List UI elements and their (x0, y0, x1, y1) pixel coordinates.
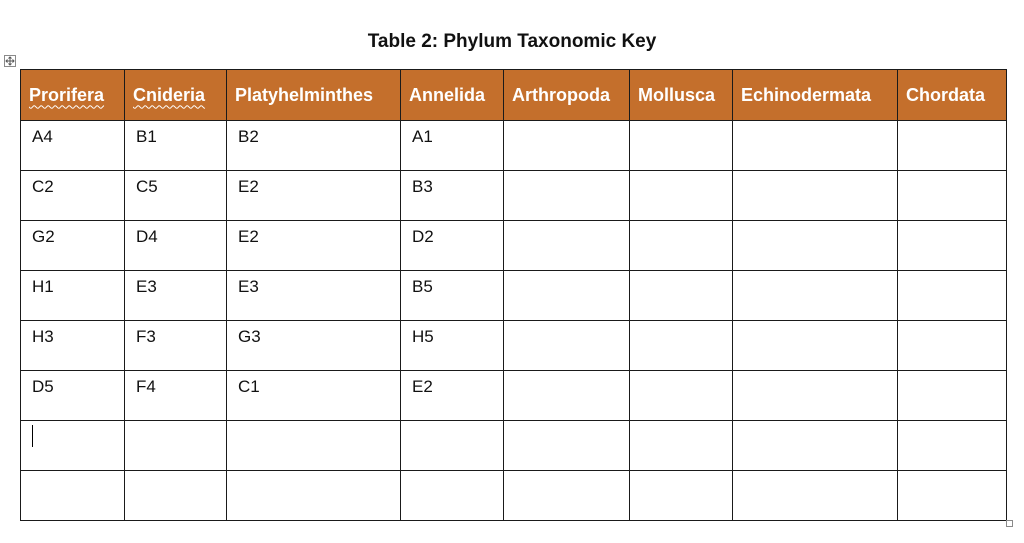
header-row (21, 70, 1007, 121)
table-cell[interactable]: D5 (21, 371, 125, 421)
header-label: Cnideria (133, 84, 206, 105)
table-cell[interactable]: C5 (125, 171, 227, 221)
table-row (21, 321, 1007, 371)
table-cell[interactable] (504, 121, 630, 171)
table-cell[interactable]: E3 (227, 271, 401, 321)
table-cell[interactable]: A4 (21, 121, 125, 171)
table-cell[interactable] (125, 421, 227, 471)
table-cell[interactable] (898, 471, 1007, 521)
text-cursor (32, 425, 33, 447)
table-cell[interactable] (630, 471, 733, 521)
table-cell[interactable] (504, 421, 630, 471)
table-cell[interactable] (630, 221, 733, 271)
table-cell[interactable]: B1 (125, 121, 227, 171)
table-cell[interactable] (733, 371, 898, 421)
table-move-handle-icon[interactable] (4, 55, 16, 67)
header-label: Annelida (409, 84, 486, 105)
header-label: Echinodermata (741, 84, 872, 105)
table-cell[interactable] (504, 221, 630, 271)
table-cell[interactable]: H5 (401, 321, 504, 371)
table-cell[interactable]: F3 (125, 321, 227, 371)
table-cell[interactable] (401, 471, 504, 521)
header-label: Arthropoda (512, 84, 610, 105)
header-cell-annelida[interactable] (401, 70, 504, 121)
table-cell[interactable] (898, 171, 1007, 221)
table-cell[interactable]: C1 (227, 371, 401, 421)
header-cell-chordata[interactable] (898, 70, 1007, 121)
table-cell[interactable] (227, 471, 401, 521)
table-cell[interactable] (898, 321, 1007, 371)
table-cell[interactable] (504, 171, 630, 221)
table-row (21, 421, 1007, 471)
header-cell-platyhelminthes[interactable] (227, 70, 401, 121)
table-cell[interactable] (630, 321, 733, 371)
table-cell[interactable] (630, 121, 733, 171)
table-cell[interactable]: A1 (401, 121, 504, 171)
table-cell[interactable] (630, 421, 733, 471)
table-row (21, 471, 1007, 521)
table-cell[interactable]: D4 (125, 221, 227, 271)
table-cell[interactable] (898, 121, 1007, 171)
table-row (21, 171, 1007, 221)
table-cell[interactable] (733, 221, 898, 271)
header-label: Platyhelminthes (235, 84, 374, 105)
table-row (21, 221, 1007, 271)
phylum-taxonomic-key-table (20, 69, 1007, 521)
table-cell[interactable]: G3 (227, 321, 401, 371)
header-cell-arthropoda[interactable] (504, 70, 630, 121)
table-cell[interactable] (733, 471, 898, 521)
table-cell[interactable] (504, 471, 630, 521)
table-cell[interactable]: H1 (21, 271, 125, 321)
table-cell[interactable] (227, 421, 401, 471)
table-cell[interactable]: G2 (21, 221, 125, 271)
header-cell-cnideria[interactable] (125, 70, 227, 121)
table-cell-active[interactable] (21, 421, 125, 471)
table-row (21, 121, 1007, 171)
table-cell[interactable] (504, 371, 630, 421)
table-cell[interactable]: B2 (227, 121, 401, 171)
header-label: Prorifera (29, 84, 105, 105)
table-cell[interactable]: F4 (125, 371, 227, 421)
header-cell-prorifera[interactable] (21, 70, 125, 121)
table-cell[interactable] (898, 221, 1007, 271)
table-cell[interactable] (504, 321, 630, 371)
table-cell[interactable] (898, 421, 1007, 471)
table-cell[interactable]: E2 (227, 171, 401, 221)
header-cell-echinodermata[interactable] (733, 70, 898, 121)
table-cell[interactable]: C2 (21, 171, 125, 221)
table-cell[interactable]: E2 (401, 371, 504, 421)
table-cell[interactable] (630, 371, 733, 421)
table-title: Table 2: Phylum Taxonomic Key (367, 31, 657, 52)
table-cell[interactable] (898, 371, 1007, 421)
header-label: Chordata (906, 84, 986, 105)
table-resize-handle-icon[interactable] (1006, 520, 1013, 527)
table-cell[interactable]: B3 (401, 171, 504, 221)
table-row (21, 371, 1007, 421)
table-cell[interactable]: B5 (401, 271, 504, 321)
table-cell[interactable] (733, 171, 898, 221)
table-cell[interactable] (898, 271, 1007, 321)
table-cell[interactable] (733, 421, 898, 471)
table-cell[interactable] (733, 121, 898, 171)
table-cell[interactable] (630, 271, 733, 321)
header-cell-mollusca[interactable] (630, 70, 733, 121)
table-cell[interactable] (125, 471, 227, 521)
table-cell[interactable] (504, 271, 630, 321)
table-cell[interactable]: E2 (227, 221, 401, 271)
table-cell[interactable] (733, 321, 898, 371)
table-cell[interactable]: E3 (125, 271, 227, 321)
table-cell[interactable]: H3 (21, 321, 125, 371)
table-row (21, 271, 1007, 321)
table-cell[interactable] (733, 271, 898, 321)
header-label: Mollusca (638, 84, 716, 105)
table-cell[interactable] (401, 421, 504, 471)
table-cell[interactable] (21, 471, 125, 521)
table-cell[interactable]: D2 (401, 221, 504, 271)
table-cell[interactable] (630, 171, 733, 221)
